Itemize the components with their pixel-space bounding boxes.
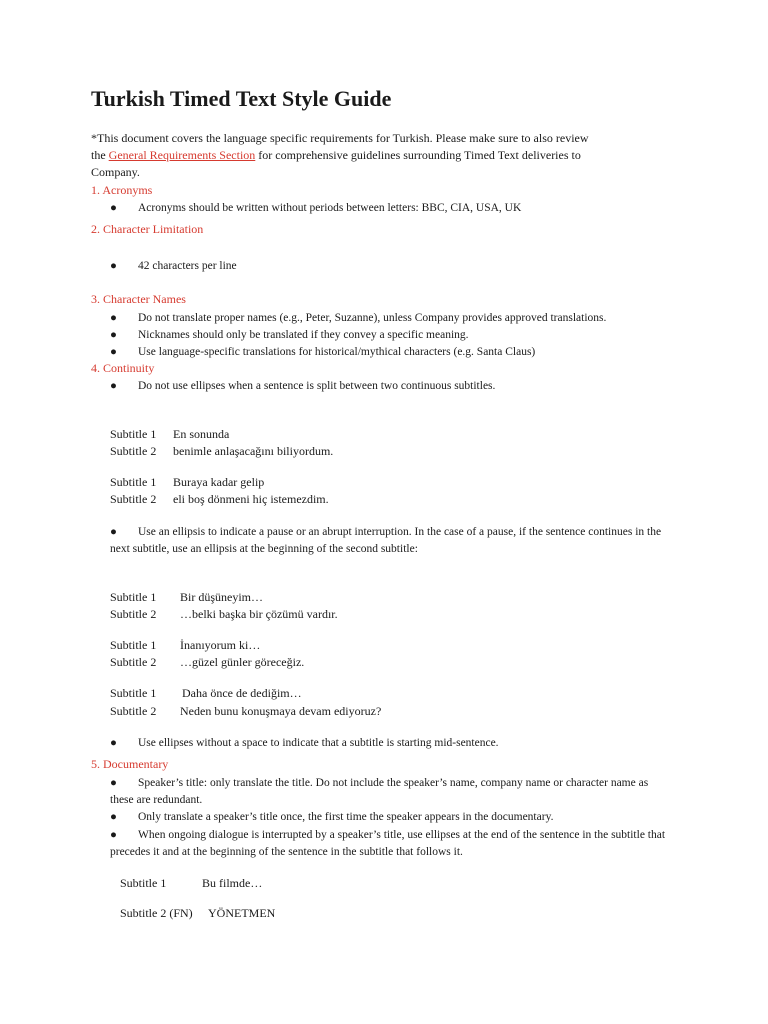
subtitle-example-row: Subtitle 2 benimle anlaşacağını biliyordum. (110, 444, 334, 458)
bullet-acronyms-1: ● Acronyms should be written without periods between letters: BBC, CIA, USA, UK (110, 200, 670, 217)
bullet-icon: ● (110, 811, 117, 823)
section-heading-character-limitation: 2. Character Limitation (91, 222, 204, 236)
subtitle-example-row: Subtitle 1 Bu filmde… (120, 876, 263, 890)
bullet-icon: ● (110, 526, 117, 538)
bullet-charnames-2: ● Nicknames should only be translated if they convey a specific meaning. (110, 327, 670, 344)
bullet-documentary-3: ● When ongoing dialogue is interrupted by a speaker’s title, use ellipses at the end of the sentence in the subtitle that precedes it and at the beginning of the sentence in the subtitle that follows it. (110, 829, 666, 858)
subtitle-example-row: Subtitle 2 (FN) YÖNETMEN (120, 906, 276, 920)
intro-line-2-rest: for comprehensive guidelines surrounding Timed Text deliveries to (255, 148, 581, 162)
bullet-icon: ● (110, 329, 117, 341)
bullet-icon: ● (110, 829, 117, 841)
bullet-icon: ● (110, 202, 117, 214)
subtitle-example-row: Subtitle 1 Daha önce de dediğim… (110, 686, 302, 700)
bullet-continuity-1: ● Do not use ellipses when a sentence is split between two continuous subtitles. (110, 378, 670, 395)
bullet-icon: ● (110, 346, 117, 358)
section-heading-character-names: 3. Character Names (91, 292, 186, 306)
subtitle-example-row: Subtitle 1 Bir düşüneyim… (110, 590, 263, 604)
subtitle-example-row: Subtitle 2 Neden bunu konuşmaya devam ediyoruz? (110, 704, 382, 718)
general-requirements-link[interactable]: General Requirements Section (108, 148, 256, 162)
bullet-continuity-2: ● Use an ellipsis to indicate a pause or an abrupt interruption. In the case of a pause, if the sentence continues in the next subtitle, use an ellipsis at the beginning of the second subtitle: (110, 526, 662, 555)
subtitle-example-row: Subtitle 1 Buraya kadar gelip (110, 475, 265, 489)
subtitle-example-row: Subtitle 2 eli boş dönmeni hiç istemezdim. (110, 492, 329, 506)
intro-line-3: Company. (91, 165, 140, 179)
section-heading-acronyms: 1. Acronyms (91, 183, 153, 197)
page-title: Turkish Timed Text Style Guide (91, 86, 392, 111)
bullet-continuity-3: ● Use ellipses without a space to indicate that a subtitle is starting mid-sentence. (110, 735, 670, 752)
subtitle-example-row: Subtitle 2 …belki başka bir çözümü vardır. (110, 607, 338, 621)
bullet-icon: ● (110, 737, 117, 749)
section-heading-continuity: 4. Continuity (91, 361, 155, 375)
subtitle-example-row: Subtitle 2 …güzel günler göreceğiz. (110, 655, 305, 669)
bullet-documentary-2: ● Only translate a speaker’s title once, the first time the speaker appears in the documentary. (110, 809, 670, 826)
intro-line-2 (91, 147, 671, 164)
bullet-charlimit-1: ● 42 characters per line (110, 258, 670, 275)
intro-paragraph (91, 130, 671, 181)
intro-the: the (91, 148, 109, 162)
bullet-icon: ● (110, 260, 117, 272)
bullet-icon: ● (110, 380, 117, 392)
section-heading-documentary: 5. Documentary (91, 757, 169, 771)
bullet-documentary-1: ● Speaker’s title: only translate the title. Do not include the speaker’s name, company name or character name as these are redundant. (110, 777, 649, 806)
intro-line-1: *This document covers the language specific requirements for Turkish. Please make sure to also review (91, 131, 589, 145)
bullet-icon: ● (110, 777, 117, 789)
subtitle-example-row: Subtitle 1 En sonunda (110, 427, 230, 441)
subtitle-example-row: Subtitle 1 İnanıyorum ki… (110, 638, 261, 652)
bullet-charnames-3: ● Use language-specific translations for historical/mythical characters (e.g. Santa Claus) (110, 344, 670, 361)
bullet-icon: ● (110, 312, 117, 324)
bullet-charnames-1: ● Do not translate proper names (e.g., Peter, Suzanne), unless Company provides approved translations. (110, 310, 670, 327)
